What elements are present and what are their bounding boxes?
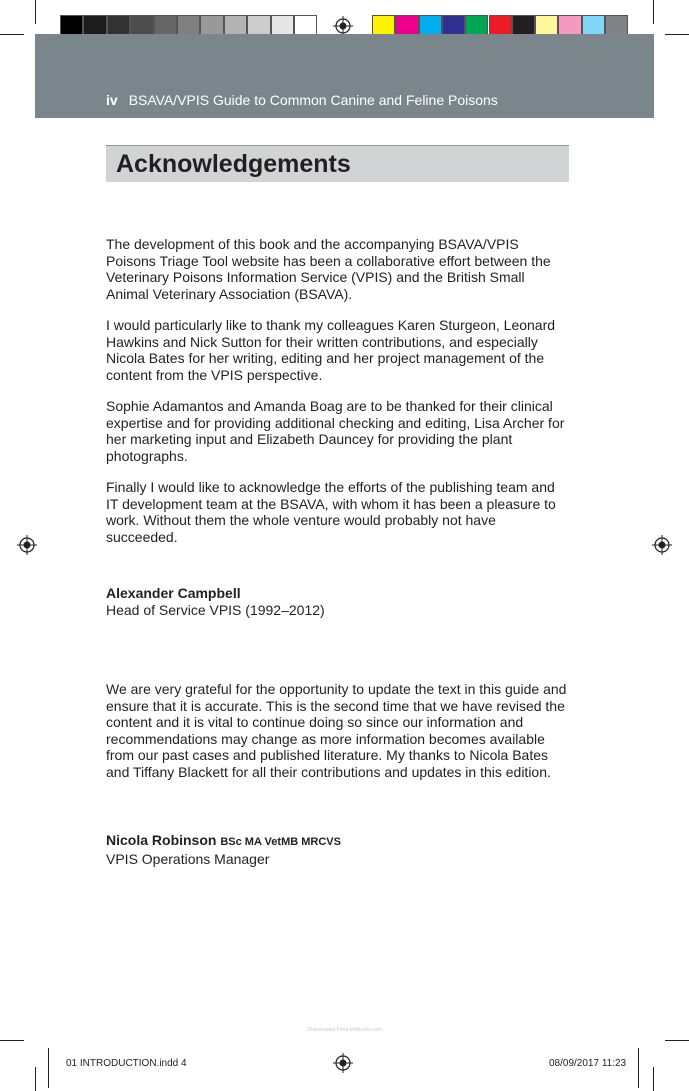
section-title: Acknowledgements — [116, 150, 351, 178]
page-number: iv — [106, 92, 118, 108]
crop-mark — [653, 0, 654, 24]
slug-date: 08/09/2017 11:23 — [549, 1058, 627, 1069]
crop-mark — [48, 1048, 49, 1088]
paragraph: Finally I would like to acknowledge the efforts of the publishing team and IT development team at the BSAVA, with whom it has been a pleasure to work. Without them the whole venture would probably not have succeeded. — [106, 479, 556, 545]
crop-mark — [0, 1040, 24, 1041]
registration-mark-icon — [333, 16, 353, 36]
paragraph: Sophie Adamantos and Amanda Boag are to be thanked for their clinical expertise and for providing additional checking and editing, Lisa Archer for her marketing input and Elizabeth Dauncey for providing the plant photographs. — [106, 398, 565, 464]
crop-mark — [665, 34, 689, 35]
signature-role: VPIS Operations Manager — [106, 850, 270, 867]
signature-block — [106, 585, 569, 618]
crop-mark — [653, 1067, 654, 1091]
signature-block — [106, 832, 569, 867]
crop-mark — [35, 1067, 36, 1091]
crop-mark — [638, 1048, 639, 1088]
registration-mark-icon — [333, 1053, 353, 1073]
signature-credentials: BSc MA VetMB MRCVS — [220, 836, 341, 848]
slug-file: 01 INTRODUCTION.indd 4 — [66, 1058, 187, 1069]
watermark: Downloaded From VetBooks.com — [307, 1027, 382, 1033]
registration-mark-icon — [17, 535, 37, 555]
signature-name: Nicola Robinson — [106, 832, 217, 848]
running-head — [106, 92, 498, 108]
paragraph: I would particularly like to thank my colleagues Karen Sturgeon, Leonard Hawkins and Nick Sutton for their written contributions, and especially Nicola Bates for her writing, editing and her project management of the content from the VPIS perspective. — [106, 317, 556, 383]
signature-role: Head of Service VPIS (1992–2012) — [106, 601, 325, 618]
crop-mark — [665, 1040, 689, 1041]
registration-mark-icon — [652, 535, 672, 555]
crop-mark — [0, 34, 24, 35]
paragraph: We are very grateful for the opportunity to update the text in this guide and ensure that it is accurate. This is the second time that we have revised the content and it is vital to continue doing so since our information and recommendations may change as more information becomes available from our past cases and published literature. My thanks to Nicola Bates and Tiffany Blackett for all their contributions and updates in this edition. — [106, 681, 567, 780]
paragraph: The development of this book and the accompanying BSAVA/VPIS Poisons Triage Tool website has been a collaborative effort between the Veterinary Poisons Information Service (VPIS) and the British Small Animal Veterinary Association (BSAVA). — [106, 236, 551, 302]
signature-name: Alexander Campbell — [106, 585, 241, 601]
crop-mark — [35, 0, 36, 24]
book-title: BSAVA/VPIS Guide to Common Canine and Feline Poisons — [128, 92, 498, 108]
section-title-box — [106, 145, 569, 182]
